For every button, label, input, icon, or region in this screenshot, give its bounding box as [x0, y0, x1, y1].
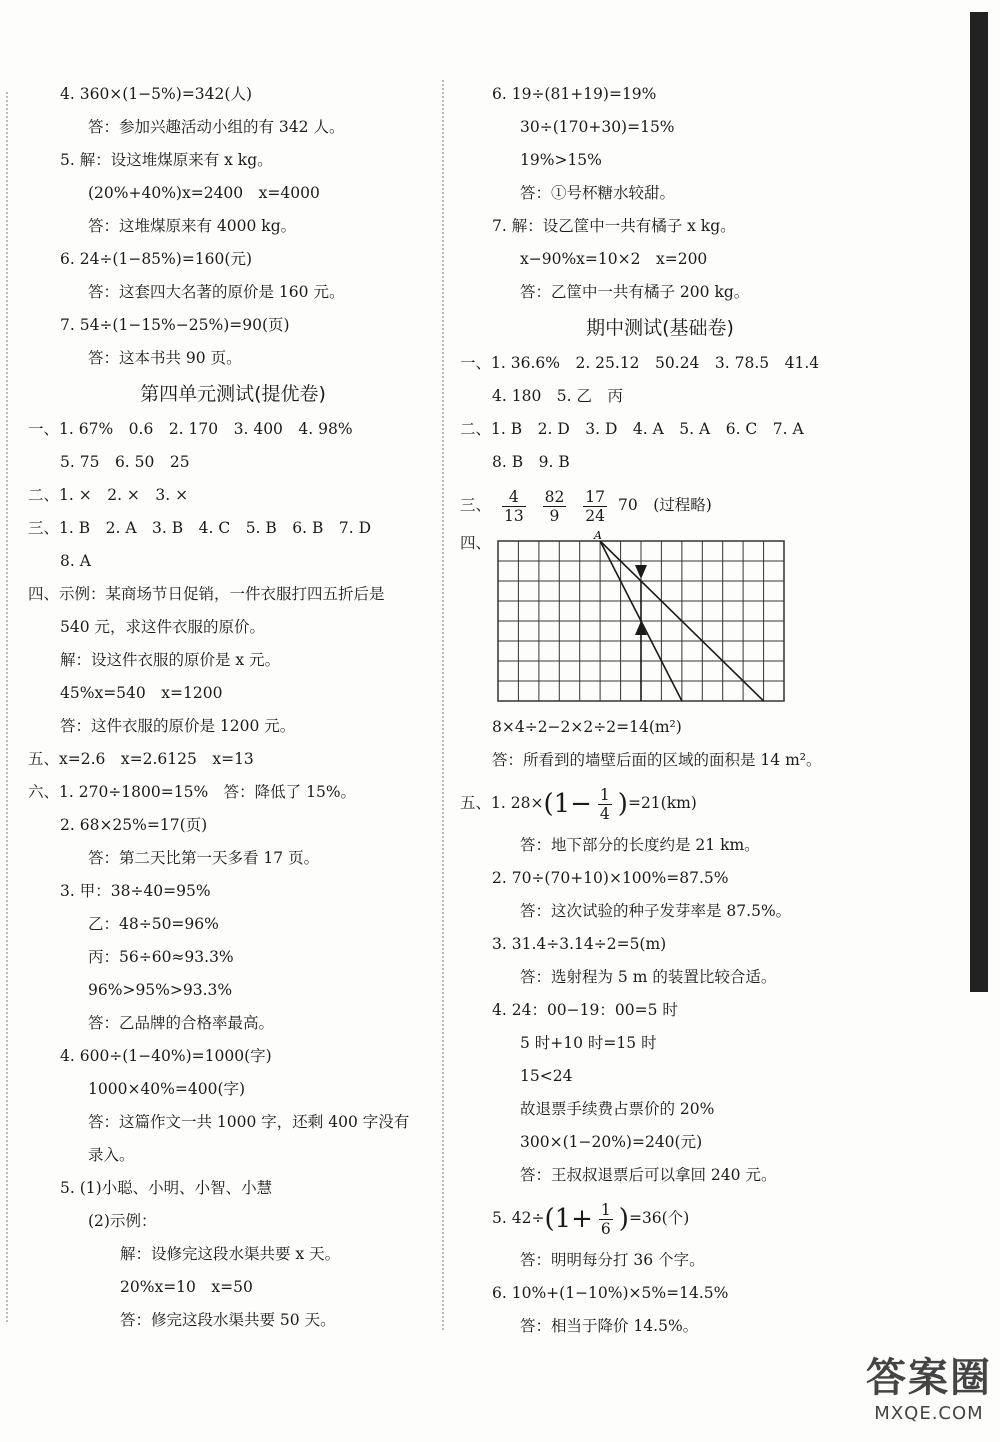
- denominator: 4: [599, 804, 610, 823]
- numerator: 1: [599, 785, 610, 804]
- answer-line: 答：这件衣服的原价是 1200 元。: [60, 717, 296, 735]
- answer-line: (2)示例：: [88, 1212, 157, 1230]
- numerator: 82: [544, 487, 565, 506]
- answer-tail: 70 (过程略): [617, 496, 712, 514]
- answer-line: 96%>95%>93.3%: [88, 981, 233, 999]
- answer-line: 540 元，求这件衣服的原价。: [60, 618, 266, 636]
- expression-prefix: 5. 42÷: [492, 1209, 545, 1227]
- answer-line: 3. 甲：38÷40=95%: [60, 882, 211, 900]
- expression-suffix: =21(km): [627, 794, 697, 812]
- section-label: 三、: [460, 496, 492, 514]
- answer-line: 二、1. B 2. D 3. D 4. A 5. A 6. C 7. A: [460, 420, 804, 438]
- answer-line: 答：参加兴趣活动小组的有 342 人。: [88, 118, 345, 136]
- numerator: 4: [502, 488, 526, 507]
- answer-line: 45%x=540 x=1200: [60, 684, 223, 702]
- answer-line: 5. 解：设这堆煤原来有 x kg。: [60, 151, 273, 169]
- answer-line: x−90%x=10×2 x=200: [520, 250, 708, 268]
- expression-prefix: 五、1. 28×: [460, 794, 544, 812]
- answer-line: 乙：48÷50=96%: [88, 915, 219, 933]
- answer-line: 5. (1)小聪、小明、小智、小慧: [60, 1179, 273, 1197]
- answer-line: 答：地下部分的长度约是 21 km。: [520, 836, 760, 854]
- answer-line: 答：王叔叔退票后可以拿回 240 元。: [520, 1166, 777, 1184]
- answer-line: 6. 10%+(1−10%)×5%=14.5%: [492, 1284, 729, 1302]
- answer-line: 答：第二天比第一天多看 17 页。: [88, 849, 320, 867]
- watermark-url: MXQE.COM: [874, 1403, 984, 1424]
- grid-figure-row: [460, 531, 860, 711]
- page-binding-edge: [970, 12, 988, 992]
- watermark-logo: [866, 1346, 992, 1424]
- answer-line: 答：修完这段水渠共要 50 天。: [120, 1311, 336, 1329]
- answer-line: 二、1. × 2. × 3. ×: [28, 486, 189, 504]
- watermark-title: 答案圈: [866, 1355, 992, 1401]
- answer-line: 答：这套四大名著的原价是 160 元。: [88, 283, 345, 301]
- answer-line: 8. A: [60, 552, 91, 570]
- answer-line: 8. B 9. B: [492, 453, 570, 471]
- denominator: 9: [549, 506, 560, 525]
- answer-line: 3. 31.4÷3.14÷2=5(m): [492, 935, 667, 953]
- left-margin-dots: [6, 92, 8, 1322]
- answer-line: 答：这本书共 90 页。: [88, 349, 242, 367]
- answer-line: 答：这次试验的种子发芽率是 87.5%。: [520, 902, 792, 920]
- answer-line: 6. 24÷(1−85%)=160(元): [60, 250, 252, 268]
- section-title: 第四单元测试(提优卷): [140, 383, 326, 405]
- answer-line: 录入。: [88, 1146, 135, 1164]
- denominator: 24: [585, 506, 606, 525]
- numerator: 1: [600, 1200, 611, 1219]
- answer-line: 4. 600÷(1−40%)=1000(字): [60, 1047, 272, 1065]
- left-column: [28, 78, 438, 1337]
- answer-line: 答：乙品牌的合格率最高。: [88, 1014, 275, 1032]
- answer-line: 三、1. B 2. A 3. B 4. C 5. B 6. B 7. D: [28, 519, 372, 537]
- fraction-answer-line: [460, 479, 860, 531]
- answer-line: 30÷(170+30)=15%: [520, 118, 675, 136]
- answer-line: 答：相当于降价 14.5%。: [520, 1317, 699, 1335]
- answer-line: 答：明明每分打 36 个字。: [520, 1251, 705, 1269]
- fraction: [583, 488, 607, 525]
- answer-line: 一、1. 36.6% 2. 25.12 50.24 3. 78.5 41.4: [460, 354, 820, 372]
- answer-line: 4. 180 5. 乙 丙: [492, 387, 624, 405]
- section-label: 四、: [460, 534, 492, 552]
- answer-line: 5 时+10 时=15 时: [520, 1034, 657, 1052]
- answer-line: 20%x=10 x=50: [120, 1278, 253, 1296]
- answer-line: (20%+40%)x=2400 x=4000: [88, 184, 320, 202]
- answer-line: 答：这篇作文一共 1000 字，还剩 400 字没有: [88, 1113, 410, 1131]
- answer-line: 一、1. 67% 0.6 2. 170 3. 400 4. 98%: [28, 420, 353, 438]
- answer-line: 4. 360×(1−5%)=342(人): [60, 85, 252, 103]
- numerator: 17: [585, 487, 606, 506]
- answer-line: 答：①号杯糖水较甜。: [520, 184, 676, 202]
- fraction-answer-line: [460, 777, 860, 829]
- right-column: [460, 78, 860, 1343]
- answer-line: 6. 19÷(81+19)=19%: [492, 85, 657, 103]
- answer-line: 五、x=2.6 x=2.6125 x=13: [28, 750, 254, 768]
- answer-line: 答：这堆煤原来有 4000 kg。: [88, 217, 297, 235]
- answer-line: 19%>15%: [520, 151, 602, 169]
- answer-line: 答：乙筐中一共有橘子 200 kg。: [520, 283, 750, 301]
- answer-line: 7. 54÷(1−15%−25%)=90(页): [60, 316, 290, 334]
- answer-line: 答：所看到的墙壁后面的区域的面积是 14 m²。: [492, 751, 822, 769]
- expression-suffix: =36(个): [628, 1209, 690, 1227]
- fraction: [599, 1201, 613, 1238]
- answer-line: 2. 68×25%=17(页): [60, 816, 208, 834]
- denominator: 6: [600, 1219, 611, 1238]
- answer-line: 4. 24：00−19：00=5 时: [492, 1001, 678, 1019]
- section-title: 期中测试(基础卷): [586, 317, 734, 339]
- fraction: [502, 488, 526, 525]
- answer-line: 六、1. 270÷1800=15% 答：降低了 15%。: [28, 783, 357, 801]
- point-label: A: [594, 531, 602, 542]
- answer-line: 15<24: [520, 1067, 573, 1085]
- denominator: 13: [503, 506, 524, 525]
- answer-line: 四、示例：某商场节日促销，一件衣服打四五折后是: [28, 585, 385, 603]
- answer-line: 300×(1−20%)=240(元): [520, 1133, 703, 1151]
- grid-diagram: [496, 531, 786, 703]
- paren-open: (1+: [544, 1204, 593, 1234]
- answer-line: 答：选射程为 5 m 的装置比较合适。: [520, 968, 777, 986]
- fraction: [598, 786, 612, 823]
- answer-line: 故退票手续费占票价的 20%: [520, 1100, 715, 1118]
- paren-close: ): [617, 789, 628, 819]
- answer-line: 丙：56÷60≈93.3%: [88, 948, 234, 966]
- answer-line: 8×4÷2−2×2÷2=14(m²): [492, 718, 682, 736]
- fraction: [543, 488, 567, 525]
- answer-line: 1000×40%=400(字): [88, 1080, 246, 1098]
- answer-line: 5. 75 6. 50 25: [60, 453, 190, 471]
- column-divider: [442, 80, 444, 1330]
- paren-close: ): [618, 1204, 629, 1234]
- answer-line: 解：设修完这段水渠共要 x 天。: [120, 1245, 341, 1263]
- paren-open: (1−: [543, 789, 592, 819]
- answer-line: 7. 解：设乙筐中一共有橘子 x kg。: [492, 217, 736, 235]
- fraction-answer-line: [460, 1192, 860, 1244]
- answer-line: 2. 70÷(70+10)×100%=87.5%: [492, 869, 729, 887]
- answer-line: 解：设这件衣服的原价是 x 元。: [60, 651, 281, 669]
